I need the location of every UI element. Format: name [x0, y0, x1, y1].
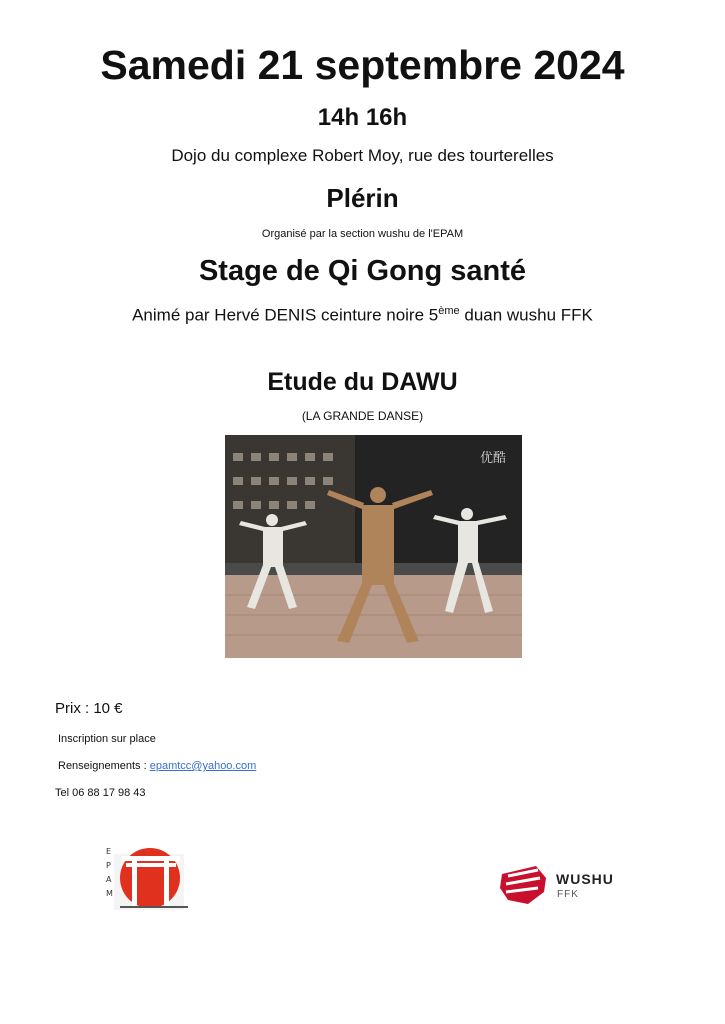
instructor-prefix: Animé par Hervé DENIS ceinture noire 5 — [132, 305, 439, 325]
phone-number: Tel 06 88 17 98 43 — [55, 787, 146, 799]
qigong-photo-illustration — [225, 435, 522, 658]
svg-text:E: E — [106, 847, 112, 856]
event-city: Plérin — [326, 183, 399, 213]
event-title: Stage de Qi Gong santé — [198, 255, 527, 287]
instructor-suffix: duan wushu FFK — [459, 305, 593, 325]
photo-watermark: 优酷 — [479, 451, 506, 466]
svg-text:M: M — [106, 889, 113, 898]
event-date: Samedi 21 septembre 2024 — [100, 42, 625, 88]
svg-text:A: A — [106, 875, 112, 884]
epam-torii-icon — [100, 840, 190, 914]
contact-label: Renseignements : — [58, 760, 150, 772]
wushu-ffk-logo — [498, 862, 628, 910]
event-venue: Dojo du complexe Robert Moy, rue des tourterelles — [171, 146, 554, 165]
event-time: 14h 16h — [317, 104, 408, 131]
price: Prix : 10 € — [55, 700, 123, 717]
registration-note: Inscription sur place — [58, 733, 156, 745]
contact-line — [58, 760, 256, 772]
instructor-sup: ème — [438, 305, 460, 317]
epam-logo — [100, 840, 190, 914]
qigong-photo — [225, 435, 522, 658]
study-title: Etude du DAWU — [267, 368, 458, 396]
wushu-name: WUSHU — [556, 871, 614, 887]
svg-text:P: P — [106, 861, 111, 870]
event-organizer: Organisé par la section wushu de l'EPAM — [261, 228, 464, 240]
fist-icon — [498, 862, 550, 906]
instructor-line — [0, 305, 725, 326]
email-link[interactable]: epamtcc@yahoo.com — [149, 760, 257, 772]
study-subtitle: (LA GRANDE DANSE) — [301, 409, 424, 423]
wushu-sub: FFK — [557, 889, 579, 900]
